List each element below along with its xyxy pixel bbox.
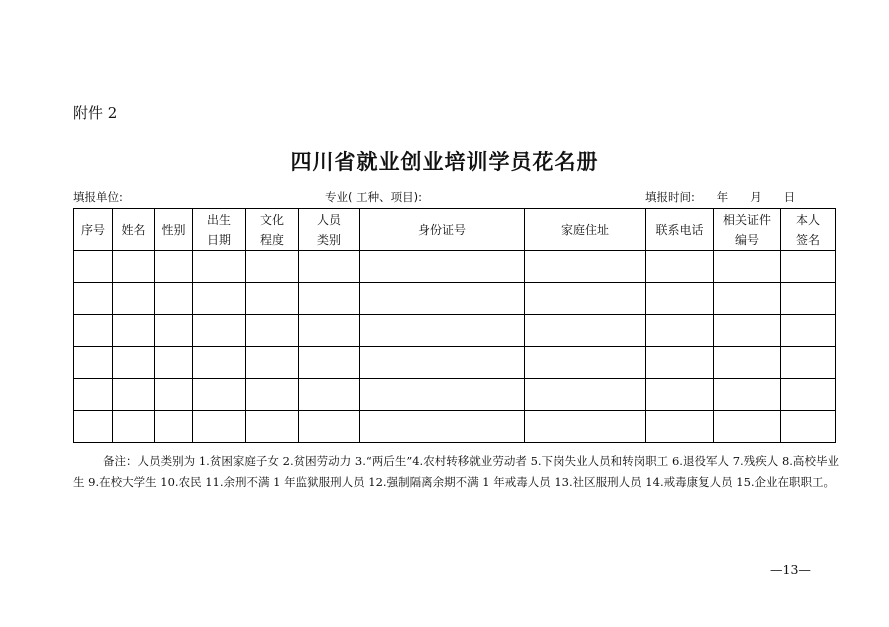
col-header-person-category: 人员 类别 [299,209,360,251]
table-cell[interactable] [74,347,113,379]
table-cell[interactable] [74,411,113,443]
table-cell[interactable] [299,347,360,379]
table-cell[interactable] [525,315,646,347]
table-cell[interactable] [714,347,781,379]
table-cell[interactable] [113,347,155,379]
table-cell[interactable] [113,411,155,443]
table-cell[interactable] [646,411,714,443]
table-cell[interactable] [646,283,714,315]
table-cell[interactable] [781,283,836,315]
table-cell[interactable] [155,347,193,379]
table-cell[interactable] [299,283,360,315]
table-cell[interactable] [781,315,836,347]
col-header-education: 文化 程度 [246,209,299,251]
attachment-label: 附件 2 [73,104,118,122]
table-cell[interactable] [714,251,781,283]
table-cell[interactable] [299,315,360,347]
table-cell[interactable] [299,411,360,443]
table-cell[interactable] [360,347,525,379]
col-header-home-address: 家庭住址 [525,209,646,251]
table-row [74,347,836,379]
table-cell[interactable] [360,411,525,443]
table-row [74,379,836,411]
table-cell[interactable] [714,411,781,443]
table-cell[interactable] [646,347,714,379]
table-cell[interactable] [360,315,525,347]
table-cell[interactable] [714,379,781,411]
page-number: —13— [770,562,811,577]
table-cell[interactable] [714,315,781,347]
table-cell[interactable] [155,315,193,347]
table-cell[interactable] [155,379,193,411]
col-header-gender: 性别 [155,209,193,251]
table-cell[interactable] [525,379,646,411]
col-header-birth-date: 出生 日期 [193,209,246,251]
table-cell[interactable] [525,283,646,315]
table-cell[interactable] [155,283,193,315]
table-cell[interactable] [246,283,299,315]
table-row [74,251,836,283]
table-cell[interactable] [193,379,246,411]
table-cell[interactable] [74,315,113,347]
table-cell[interactable] [155,251,193,283]
col-header-index: 序号 [74,209,113,251]
table-cell[interactable] [113,379,155,411]
table-cell[interactable] [246,347,299,379]
table-cell[interactable] [781,347,836,379]
table-cell[interactable] [155,411,193,443]
col-header-name: 姓名 [113,209,155,251]
table-cell[interactable] [246,411,299,443]
table-cell[interactable] [246,251,299,283]
table-cell[interactable] [193,347,246,379]
field-report-date: 填报时间: 年 月 日 [645,190,796,204]
table-row [74,315,836,347]
table-cell[interactable] [246,379,299,411]
table-cell[interactable] [781,411,836,443]
table-cell[interactable] [246,315,299,347]
table-cell[interactable] [74,251,113,283]
table-cell[interactable] [781,251,836,283]
roster-table [73,208,836,443]
table-cell[interactable] [193,283,246,315]
table-cell[interactable] [525,251,646,283]
table-cell[interactable] [646,315,714,347]
col-header-id-number: 身份证号 [360,209,525,251]
page-title: 四川省就业创业培训学员花名册 [290,149,599,174]
table-cell[interactable] [299,379,360,411]
col-header-phone: 联系电话 [646,209,714,251]
table-cell[interactable] [299,251,360,283]
table-cell[interactable] [360,251,525,283]
table-cell[interactable] [360,379,525,411]
table-cell[interactable] [113,251,155,283]
remarks-note: 备注：人员类别为 1.贫困家庭子女 2.贫困劳动力 3.“两后生”4.农村转移就业劳动者 5.下岗失业人员和转岗职工 6.退役军人 7.残疾人 8.高校毕业生 9.在校大学生 10.农民 11.余刑不满 1 年监狱服刑人员 12.强制隔离余期不满 1 年戒毒人员 13.社区服刑人员 14.戒毒康复人员 15.企业在职职工。 [73,454,839,489]
table-row [74,411,836,443]
table-cell[interactable] [74,283,113,315]
table-cell[interactable] [646,379,714,411]
col-header-signature: 本人 签名 [781,209,836,251]
table-cell[interactable] [113,315,155,347]
field-reporting-unit: 填报单位: [73,190,123,204]
table-header-row [74,209,836,251]
col-header-certificate-number: 相关证件 编号 [714,209,781,251]
field-major: 专业( 工种、项目): [325,190,423,204]
table-cell[interactable] [113,283,155,315]
table-row [74,283,836,315]
table-cell[interactable] [360,283,525,315]
table-cell[interactable] [525,347,646,379]
table-cell[interactable] [74,379,113,411]
table-cell[interactable] [646,251,714,283]
table-cell[interactable] [193,411,246,443]
table-cell[interactable] [781,379,836,411]
table-cell[interactable] [714,283,781,315]
table-cell[interactable] [525,411,646,443]
table-cell[interactable] [193,251,246,283]
table-cell[interactable] [193,315,246,347]
